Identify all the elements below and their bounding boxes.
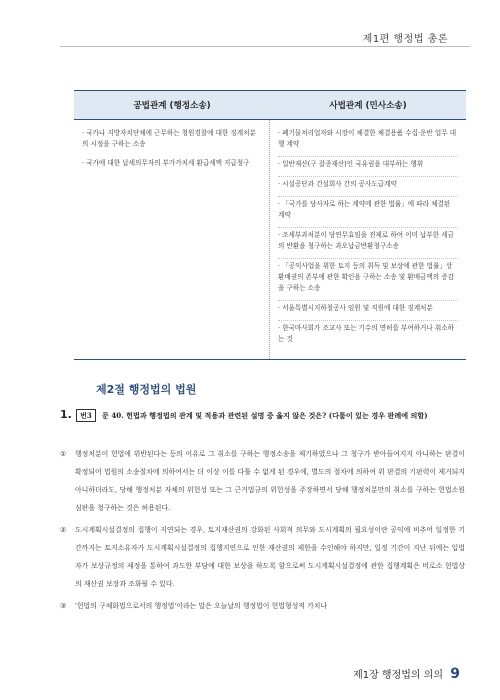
option-marker: ② — [60, 526, 67, 534]
question-number: 1. — [60, 408, 72, 421]
public-law-column — [74, 120, 270, 359]
answer-option — [60, 521, 465, 593]
answer-option — [60, 597, 465, 615]
comparison-table — [74, 90, 466, 360]
column-header-private-law: 사법관계 (민사소송) — [329, 101, 407, 111]
option-marker: ① — [60, 450, 67, 458]
public-law-item: · 국가에 대한 납세의무자의 부가가치세 환급세액 지급청구 — [82, 159, 250, 167]
private-law-item: · 「공익사업을 위한 토지 등의 취득 및 보상에 관한 법률」상 환매권의 존부에 관한 확인을 구하는 소송 및 환매금액의 증감을 구하는 소송 — [278, 259, 458, 301]
table-header — [74, 91, 466, 120]
option-marker: ③ — [60, 602, 67, 610]
private-law-item: · 시설공단과 건설회사 간의 공사도급계약 — [278, 177, 458, 197]
answer-option — [60, 445, 465, 517]
option-text: '헌법의 구체화법으로서의 행정법'이라는 말은 오늘날의 행정법이 헌법형성적 가치나 — [75, 602, 328, 610]
private-law-item: · 조세부과처분이 당연무효임을 전제로 하여 이미 납부한 세금의 반환을 청구하는 과오납금반환청구소송 — [278, 228, 458, 259]
private-law-item: · 서울특별시지하철공사 임원 및 직원에 대한 징계처분 — [278, 301, 458, 321]
section-title: 제2절 행정법의 법원 — [96, 383, 197, 396]
column-header-public-law: 공법관계 (행정소송) — [133, 101, 211, 111]
private-law-item: · 한국마사회가 조교사 또는 기수의 면허를 부여하거나 취소하는 것 — [278, 324, 455, 343]
option-text: 행정처분이 헌법에 위반된다는 등의 이유로 그 취소를 구하는 행정소송을 제기하였으나 그 청구가 받아들여지지 아니하는 판결이 확정되어 법원의 소송절차에 의하여서는 더 이상 이를 다툴 수 없게 된 경우에, 별도의 절차에 의하여 위 판결의 기판력이 제거되지 아니하더라도, 당해 행정처분 자체의 위헌성 또는 그 근거법규의 위헌성을 주장하면서 당해 행정처분만의 취소를 구하는 헌법소원심판을 청구하는 것은 허용된다. — [75, 450, 465, 512]
private-law-item: · 「국가를 당사자로 하는 계약에 관한 법률」에 따라 체결된 계약 — [278, 197, 458, 228]
option-text: 도시계획시설결정의 집행이 지연되는 경우, 토지재산권의 강화된 사회적 의무와 도시계획의 필요성이란 공익에 비추어 일정한 기간까지는 토지소유자가 도시계획시설결정의 집행지연으로 인한 재산권의 제한을 수인해야 하지만, 일정 기간이 지난 뒤에는 입법자가 보상규정의 제정을 통하여 과도한 부담에 대한 보상을 하도록 함으로써 도시계획시설결정에 관한 집행계획은 비로소 헌법상의 재산권 보장과 조화될 수 있다. — [75, 526, 465, 588]
running-header: 제1편 행정법 총론 — [362, 34, 448, 45]
private-law-item: · 일반재산(구 잡종재산)인 국유림을 대부하는 행위 — [278, 157, 458, 177]
question-text: 문 40. 헌법과 행정법의 관계 및 적용과 관련된 설명 중 옳지 않은 것은? (다툼이 있는 경우 판례에 의함) — [102, 411, 428, 420]
question — [60, 406, 465, 425]
table-body — [74, 120, 466, 359]
answer-options — [60, 445, 465, 619]
header-rule — [60, 46, 470, 47]
page-footer — [353, 666, 460, 682]
question-badge: 번3 — [76, 409, 96, 422]
public-law-item: · 국가나 지방자치단체에 근무하는 청원경찰에 대한 징계처분의 시정을 구하는 소송 — [82, 129, 256, 148]
page-number: 9 — [450, 666, 460, 682]
private-law-item: · 폐기물처리업자와 시장이 체결한 체결용품 수집·운반 업무 대행 계약 — [278, 126, 458, 157]
footer-chapter-title: 제1장 행정법의 의의 — [353, 670, 444, 681]
private-law-column — [270, 120, 466, 359]
